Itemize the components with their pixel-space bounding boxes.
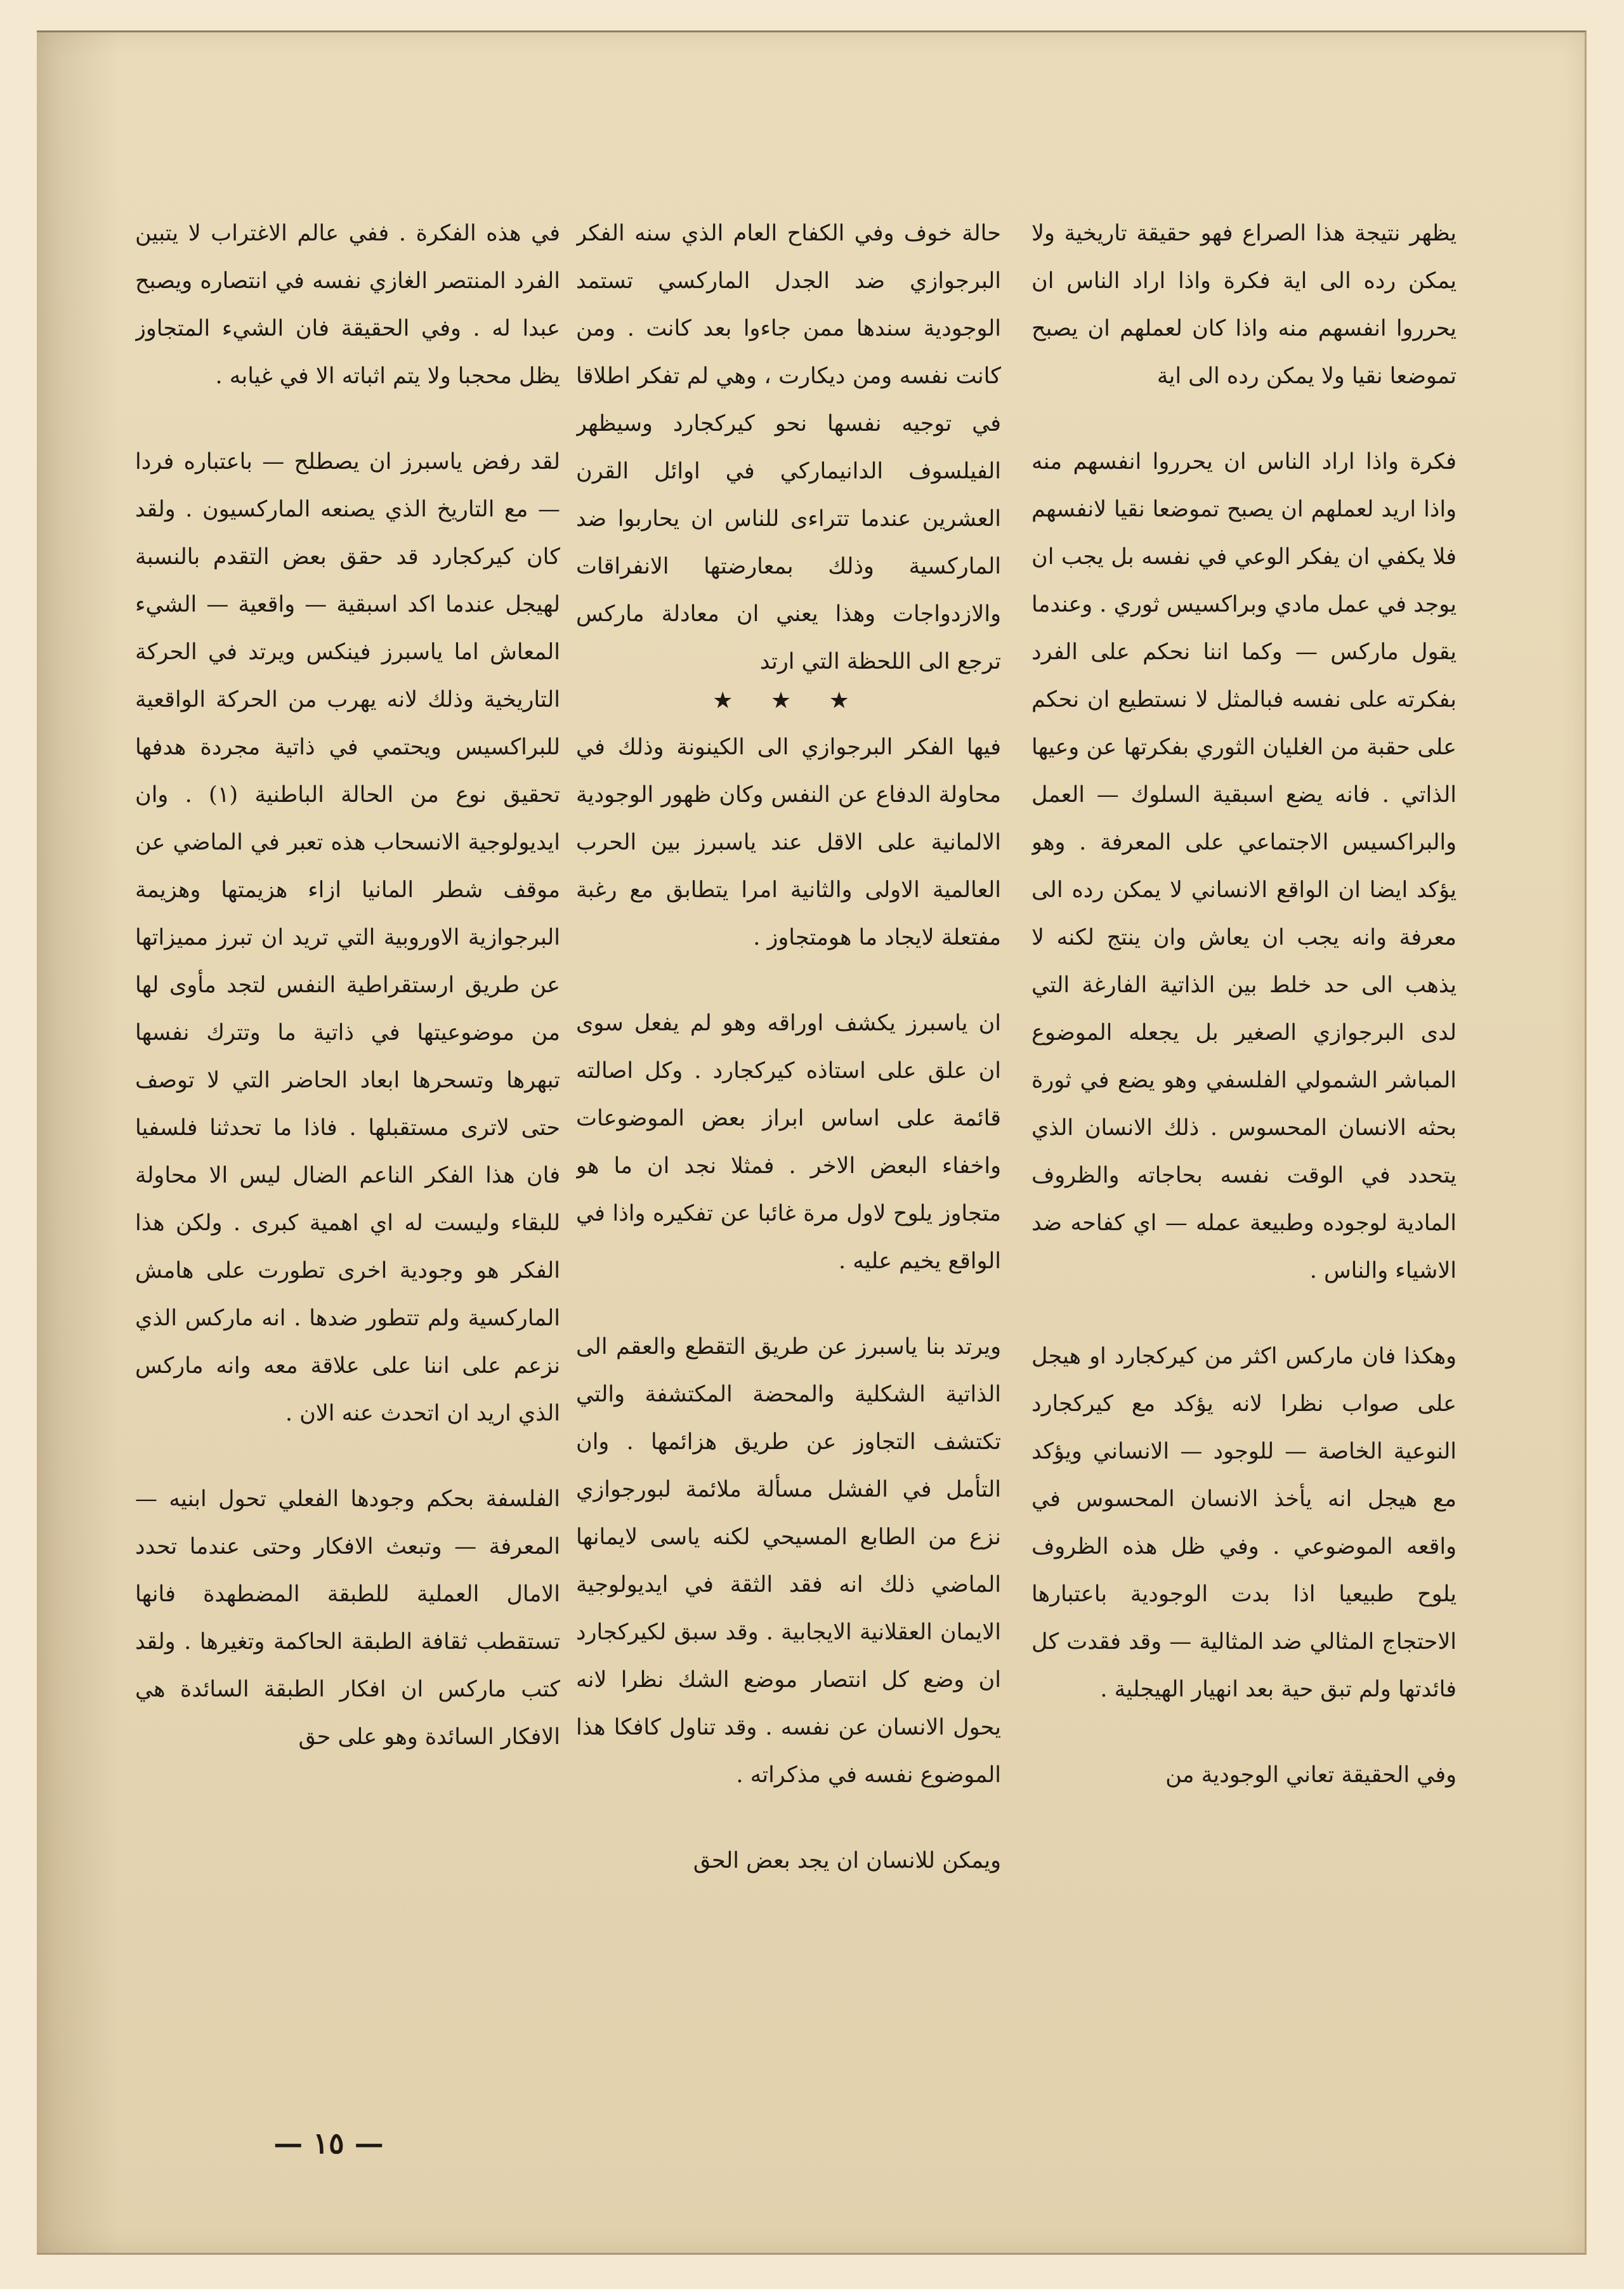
section-separator-stars: ★ ★ ★ [712,688,865,714]
magazine-page [37,30,1587,2255]
paragraph: وهكذا فان ماركس اكثر من كيركجارد او هيجل على صواب نظرا لانه يؤكد مع كيركجارد النوعية الخاصة — للوجود — الانساني ويؤكد مع هيجل انه يأخذ الانسان المحسوس في واقعه الموضوعي . وفي ظل هذه الظروف يلوح طبيعيا اذا بدت الوجودية باعتبارها الاحتجاج المثالي ضد المثالية — وقد فقدت كل فائدتها ولم تبق حية بعد انهيار الهيجلية . [1031,1344,1457,1702]
paragraph: لقد رفض ياسبرز ان يصطلح — باعتباره فردا — مع التاريخ الذي يصنعه الماركسيون . ولقد كان كيركجارد قد حقق بعض التقدم بالنسبة لهيجل عندما اكد اسبقية — واقعية — الشيء المعاش اما ياسبرز فينكس ويرتد في الحركة التاريخية وذلك لانه يهرب من الحركة الواقعية للبراكسيس ويحتمي في ذاتية مجردة هدفها تحقيق نوع من الحالة الباطنية (١) . وان ايديولوجية الانسحاب هذه تعبر في الماضي عن موقف شطر المانيا ازاء هزيمتها وهزيمة البرجوازية الاوروبية التي تريد ان تبرز مميزاتها عن طريق ارستقراطية النفس لتجد مأوى لها من موضوعيتها في ذاتية ما وتترك نفسها تبهرها وتسحرها ابعاد الحاضر التي لا توصف حتى لاترى مستقبلها . فاذا ما تحدثنا فلسفيا فان هذا الفكر الناعم الضال ليس الا محاولة للبقاء وليست له اي اهمية كبرى . ولكن هذا الفكر هو وجودية اخرى تطورت على هامش الماركسية ولم تتطور ضدها . انه ماركس الذي نزعم على اننا على علاقة معه وانه ماركس الذي اريد ان اتحدث عنه الان . [135,449,560,1426]
paragraph: يظهر نتيجة هذا الصراع فهو حقيقة تاريخية ولا يمكن رده الى اية فكرة واذا اراد الناس ان يحرروا انفسهم منه واذا كان لعملهم ان يصبح تموضعا نقيا ولا يمكن رده الى اية [1031,221,1457,389]
paragraph: فكرة واذا اراد الناس ان يحرروا انفسهم منه واذا اريد لعملهم ان يصبح تموضعا نقيا لانفسهم فلا يكفي ان يفكر الوعي في نفسه بل يجب ان يوجد في عمل مادي وبراكسيس ثوري . وعندما يقول ماركس — وكما اننا نحكم على الفرد بفكرته على نفسه فبالمثل لا نستطيع ان نحكم على حقبة من الغليان الثوري بفكرتها عن وعيها الذاتي . فانه يضع اسبقية السلوك — العمل والبراكسيس الاجتماعي على المعرفة . وهو يؤكد ايضا ان الواقع الانساني لا يمكن رده الى معرفة وانه يجب ان يعاش وان ينتج لكنه لا يذهب الى حد خلط بين الذاتية الفارغة التي لدى البرجوازي الصغير بل يجعله الموضوع المباشر الشمولي الفلسفي وهو يضع في ثورة بحثه الانسان المحسوس . ذلك الانسان الذي يتحدد في الوقت نفسه بحاجاته والظروف المادية لوجوده وطبيعة عمله — اي كفاحه ضد الاشياء والناس . [1031,449,1457,1283]
paragraph: ان ياسبرز يكشف اوراقه وهو لم يفعل سوى ان علق على استاذه كيركجارد . وكل اصالته قائمة على اساس ابراز بعض الموضوعات واخفاء البعض الاخر . فمثلا نجد ان ما هو متجاوز يلوح لاول مرة غائبا عن تفكيره واذا في الواقع يخيم عليه . [576,1011,1001,1274]
paragraph: ويمكن للانسان ان يجد بعض الحق [693,1848,1001,1873]
text-column-middle [576,210,1001,2151]
paragraph: الفلسفة بحكم وجودها الفعلي تحول ابنيه — المعرفة — وتبعث الافكار وحتى عندما تحدد الامال العملية للطبقة المضطهدة فانها تستقطب ثقافة الطبقة الحاكمة وتغيرها . ولقد كتب ماركس ان افكار الطبقة السائدة هي الافكار السائدة وهو على حق [135,1486,560,1750]
page-spine-shadow [37,32,119,2253]
paragraph: وفي الحقيقة تعاني الوجودية من [1165,1762,1457,1788]
paragraph: فيها الفكر البرجوازي الى الكينونة وذلك في محاولة الدفاع عن النفس وكان ظهور الوجودية الالمانية على الاقل عند ياسبرز بين الحرب العالمية الاولى والثانية امرا يتطابق مع رغبة مفتعلة لايجاد ما هومتجاوز . [576,735,1001,950]
paragraph: ويرتد بنا ياسبرز عن طريق التقطع والعقم الى الذاتية الشكلية والمحضة المكتشفة والتي تكتشف التجاوز عن طريق هزائمها . وان التأمل في الفشل مسألة ملائمة لبورجوازي نزع من الطابع المسيحي لكنه ياسى لايمانها الماضي ذلك انه فقد الثقة في ايديولوجية الايمان العقلانية الايجابية . وقد سبق لكيركجارد ان وضع كل انتصار موضع الشك نظرا لانه يحول الانسان عن نفسه . وقد تناول كافكا هذا الموضوع نفسه في مذكراته . [576,1334,1001,1788]
page-number: — ١٥ — [273,2126,384,2160]
paragraph: حالة خوف وفي الكفاح العام الذي سنه الفكر البرجوازي ضد الجدل الماركسي تستمد الوجودية سندها ممن جاءوا بعد كانت . ومن كانت نفسه ومن ديكارت ، وهي لم تفكر اطلاقا في توجيه نفسها نحو كيركجارد وسيظهر الفيلسوف الدانيماركي في اوائل القرن العشرين عندما تتراءى للناس ان يحاربوا ضد الماركسية وذلك بمعارضتها الانفراقات والازدواجات وهذا يعني ان معادلة ماركس ترجع الى اللحظة التي ارتد [576,221,1001,674]
paragraph: في هذه الفكرة . ففي عالم الاغتراب لا يتبين الفرد المنتصر الغازي نفسه في انتصاره ويصبح عبدا له . وفي الحقيقة فان الشيء المتجاوز يظل محجبا ولا يتم اثباته الا في غيابه . [135,221,560,389]
text-column-left [135,210,560,2151]
text-column-right [1031,210,1457,2151]
